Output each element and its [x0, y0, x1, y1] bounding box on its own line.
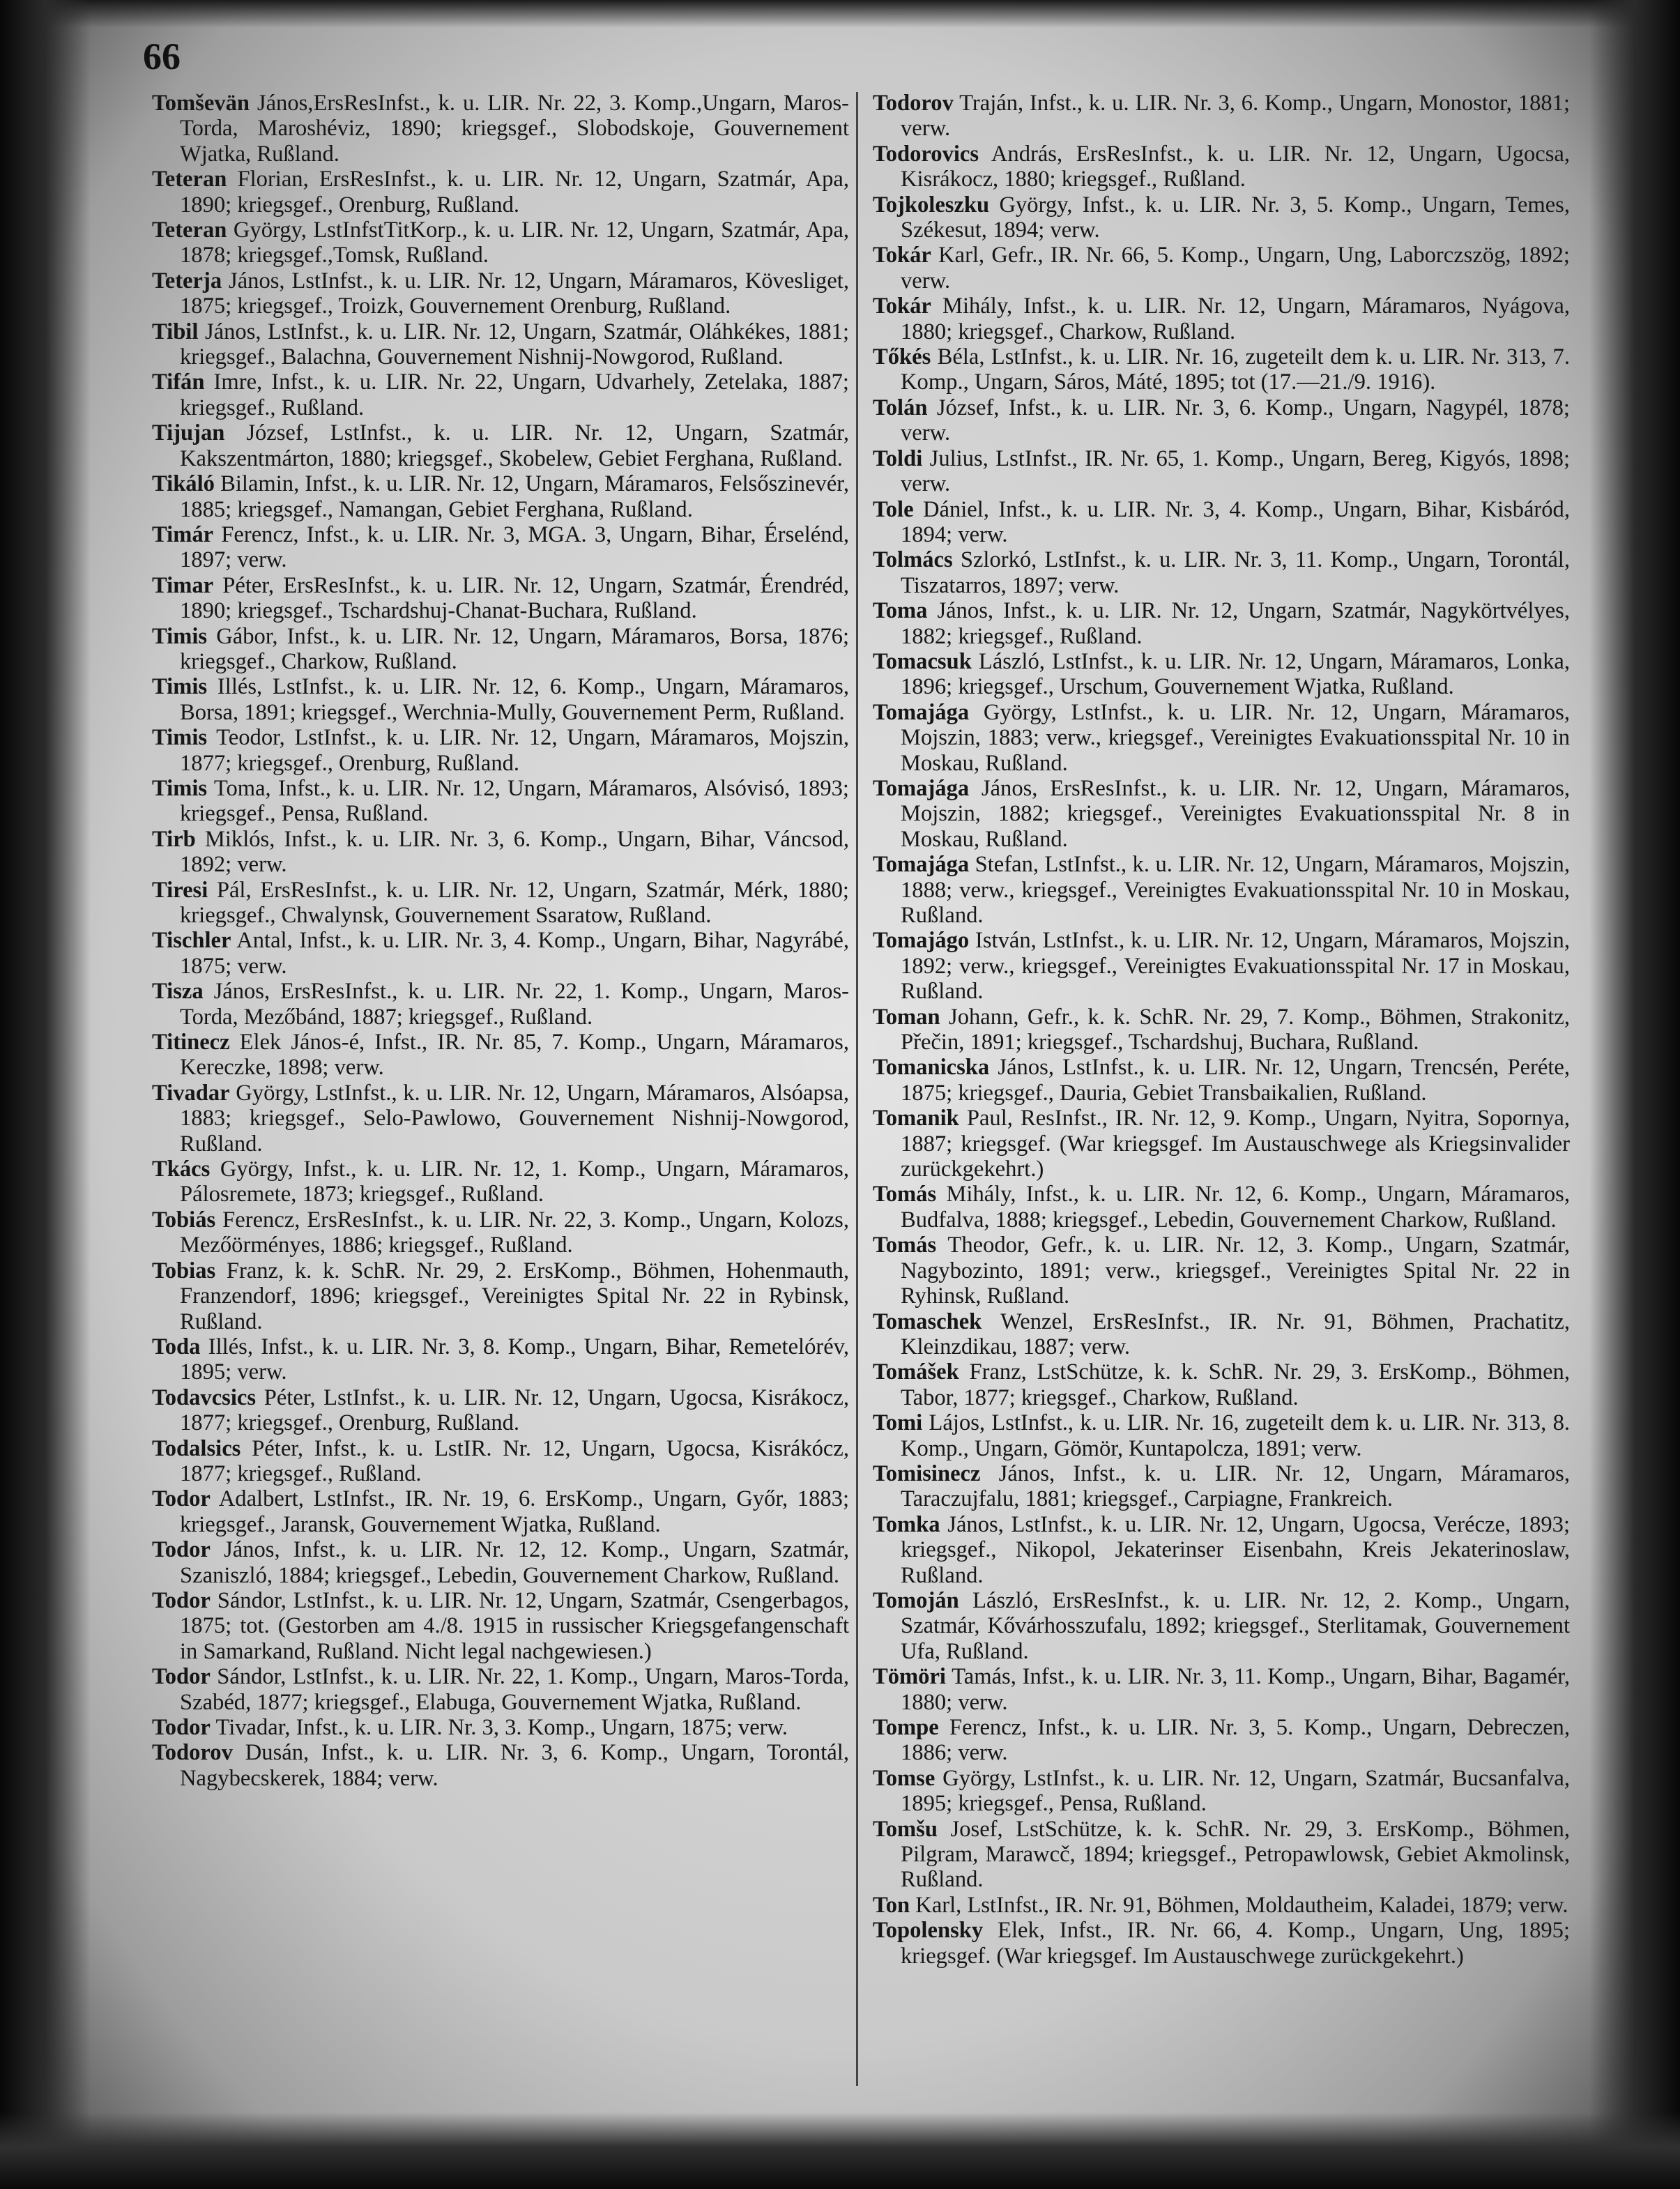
list-item	[152, 91, 849, 167]
list-item	[152, 1537, 849, 1588]
list-item	[152, 776, 849, 827]
list-item	[152, 928, 849, 979]
surname: Timis	[152, 674, 208, 700]
surname: Tomás	[873, 1233, 937, 1258]
surname: Tomajága	[873, 699, 970, 725]
entry-details: János, ErsResInfst., k. u. LIR. Nr. 12, Ungarn, Máramaros, Mojszin, 1882; kriegsgef., Vereinigtes Evakuationsspital Nr. 8 in Moskau, Rußland.	[901, 775, 1570, 852]
entry-details: Imre, Infst., k. u. LIR. Nr. 22, Ungarn, Udvarhely, Zetelaka, 1887; kriegsgef., Rußland.	[180, 369, 849, 420]
surname: Tomka	[873, 1511, 940, 1537]
scan-shadow-top	[0, 0, 1680, 28]
list-item	[873, 1893, 1570, 1918]
list-item	[873, 598, 1570, 649]
entry-details: Dániel, Infst., k. u. LIR. Nr. 3, 4. Komp., Ungarn, Bihar, Kisbáród, 1894; verw.	[901, 496, 1570, 547]
entry-details: Johann, Gefr., k. k. SchR. Nr. 29, 7. Komp., Böhmen, Strakonitz, Přečin, 1891; kriegsgef., Tschardshuj, Buchara, Rußland.	[901, 1004, 1570, 1055]
list-item	[873, 1005, 1570, 1055]
list-item	[152, 1081, 849, 1157]
surname: Todorov	[873, 91, 954, 116]
list-item	[152, 1740, 849, 1791]
list-item	[873, 192, 1570, 243]
list-item	[152, 827, 849, 878]
entry-details: Illés, Infst., k. u. LIR. Nr. 3, 8. Komp., Ungarn, Bihar, Remetelórév, 1895; verw.	[180, 1334, 849, 1385]
list-item	[152, 1157, 849, 1207]
list-item	[873, 395, 1570, 446]
list-item	[873, 344, 1570, 395]
list-item	[152, 1715, 849, 1740]
surname: Tokár	[873, 243, 931, 268]
surname: Tomacsuk	[873, 648, 972, 674]
entry-details: Adalbert, LstInfst., IR. Nr. 19, 6. ErsKomp., Ungarn, Győr, 1883; kriegsgef., Jaransk, Gouvernement Wjatka, Rußland.	[180, 1486, 849, 1537]
surname: Tischler	[152, 928, 231, 954]
list-item	[873, 649, 1570, 700]
entry-details: Lájos, LstInfst., k. u. LIR. Nr. 16, zugeteilt dem k. u. LIR. Nr. 313, 8. Komp., Ungarn, Gömör, Kuntapolcza, 1891; verw.	[901, 1410, 1570, 1461]
entry-details: György, LstInfst., k. u. LIR. Nr. 12, Ungarn, Szatmár, Bucsanfalva, 1895; kriegsgef., Pensa, Rußland.	[901, 1765, 1570, 1817]
surname: Tijujan	[152, 420, 225, 446]
entry-details: Wenzel, ErsResInfst., IR. Nr. 91, Böhmen, Prachatitz, Kleinzdikau, 1887; verw.	[901, 1309, 1570, 1359]
entry-details: András, ErsResInfst., k. u. LIR. Nr. 12, Ungarn, Ugocsa, Kisrákocz, 1880; kriegsgef., Rußland.	[901, 141, 1570, 192]
surname: Toma	[873, 598, 928, 624]
entry-details: Paul, ResInfst., IR. Nr. 12, 9. Komp., Ungarn, Nyitra, Sopornya, 1887; kriegsgef. (War kriegsgef. Im Austauschwege als Kriegsinvalider zurückgekehrt.)	[901, 1106, 1570, 1182]
list-item	[873, 446, 1570, 497]
scan-shadow-bottom	[0, 2112, 1680, 2189]
list-item	[873, 928, 1570, 1004]
surname: Titinecz	[152, 1030, 230, 1055]
list-item	[152, 573, 849, 624]
entry-details: György, Infst., k. u. LIR. Nr. 3, 5. Komp., Ungarn, Temes, Székesut, 1894; verw.	[901, 192, 1570, 243]
entry-details: Franz, LstSchütze, k. k. SchR. Nr. 29, 3. ErsKomp., Böhmen, Tabor, 1877; kriegsgef., Charkow, Rußland.	[901, 1359, 1570, 1410]
list-item	[873, 1918, 1570, 1969]
surname: Timis	[152, 725, 208, 751]
entry-details: Dusán, Infst., k. u. LIR. Nr. 3, 6. Komp., Ungarn, Torontál, Nagybecskerek, 1884; verw.	[180, 1740, 849, 1791]
entry-details: János, LstInfst., k. u. LIR. Nr. 12, Ungarn, Ugocsa, Verécze, 1893; kriegsgef., Nikopol, Jekaterinser Eisenbahn, Kreis Jekaterinoslaw, Rußland.	[901, 1511, 1570, 1588]
list-item	[152, 167, 849, 218]
list-item	[152, 369, 849, 420]
entry-details: József, LstInfst., k. u. LIR. Nr. 12, Ungarn, Szatmár, Kakszentmárton, 1880; kriegsgef., Skobelew, Gebiet Ferghana, Rußland.	[180, 420, 849, 471]
entry-details: Miklós, Infst., k. u. LIR. Nr. 3, 6. Komp., Ungarn, Bihar, Váncsod, 1892; verw.	[180, 826, 849, 878]
entry-details: János, Infst., k. u. LIR. Nr. 12, 12. Komp., Ungarn, Szatmár, Szaniszló, 1884; kriegsgef., Lebedin, Gouvernement Charkow, Rußland.	[180, 1537, 849, 1588]
entry-details: Theodor, Gefr., k. u. LIR. Nr. 12, 3. Komp., Ungarn, Szatmár, Nagybozinto, 1891; verw., kriegsgef., Vereinigtes Spital Nr. 22 in Ryhinsk, Rußland.	[901, 1233, 1570, 1309]
entry-details: László, LstInfst., k. u. LIR. Nr. 12, Ungarn, Máramaros, Lonka, 1896; kriegsgef., Urschum, Gouvernement Wjatka, Rußland.	[901, 648, 1570, 700]
entry-details: Josef, LstSchütze, k. k. SchR. Nr. 29, 3. ErsKomp., Böhmen, Pilgram, Marawcč, 1894; kriegsgef., Petropawlowsk, Gebiet Akmolinsk, Rußland.	[901, 1816, 1570, 1893]
list-item	[873, 1817, 1570, 1893]
surname: Timar	[152, 572, 214, 598]
surname: Todalsics	[152, 1435, 241, 1461]
surname: Tomajága	[873, 775, 970, 801]
surname: Tomse	[873, 1765, 936, 1791]
surname: Tomševän	[152, 91, 250, 116]
list-item	[873, 1588, 1570, 1664]
entry-details: Szlorkó, LstInfst., k. u. LIR. Nr. 3, 11. Komp., Ungarn, Torontál, Tiszatarros, 1897; verw.	[901, 547, 1570, 598]
entry-details: Gábor, Infst., k. u. LIR. Nr. 12, Ungarn, Máramaros, Borsa, 1876; kriegsgef., Charkow, Rußland.	[180, 623, 849, 674]
surname: Todavcsics	[152, 1385, 257, 1410]
list-item	[873, 1359, 1570, 1410]
entry-details: János, LstInfst., k. u. LIR. Nr. 12, Ungarn, Szatmár, Oláhkékes, 1881; kriegsgef., Balachna, Gouvernement Nishnij-Nowgorod, Rußland.	[180, 319, 849, 370]
list-item	[873, 497, 1570, 548]
entry-details: János, Infst., k. u. LIR. Nr. 12, Ungarn, Szatmár, Nagykörtvélyes, 1882; kriegsgef., Rußland.	[901, 598, 1570, 649]
list-item	[152, 878, 849, 929]
list-item	[873, 243, 1570, 293]
list-item	[873, 1715, 1570, 1766]
list-item	[873, 1055, 1570, 1106]
entry-details: Stefan, LstInfst., k. u. LIR. Nr. 12, Ungarn, Máramaros, Mojszin, 1888; verw., kriegsgef., Vereinigtes Evakuationsspital Nr. 10 in Moskau, Rußland.	[901, 852, 1570, 928]
right-column	[873, 91, 1570, 1969]
entry-details: Sándor, LstInfst., k. u. LIR. Nr. 12, Ungarn, Szatmár, Csengerbagos, 1875; tot. (Gestorben am 4./8. 1915 in russischer Kriegsgefangenschaft in Samarkand, Rußland. Nicht legal nachgewiesen.)	[180, 1587, 849, 1664]
entry-details: Sándor, LstInfst., k. u. LIR. Nr. 22, 1. Komp., Ungarn, Maros-Torda, Szabéd, 1877; kriegsgef., Elabuga, Gouvernement Wjatka, Rußland.	[180, 1664, 849, 1715]
list-item	[152, 674, 849, 725]
surname: Teterja	[152, 268, 222, 293]
list-item	[152, 420, 849, 471]
surname: Topolensky	[873, 1918, 984, 1944]
entry-details: József, Infst., k. u. LIR. Nr. 3, 6. Komp., Ungarn, Nagypél, 1878; verw.	[901, 395, 1570, 446]
entry-details: László, ErsResInfst., k. u. LIR. Nr. 12, 2. Komp., Ungarn, Szatmár, Kővárhosszufalu, 1892; kriegsgef., Sterlitamak, Gouvernement Ufa, Rußland.	[901, 1587, 1570, 1664]
list-item	[152, 1030, 849, 1081]
entry-details: Ferencz, Infst., k. u. LIR. Nr. 3, MGA. 3, Ungarn, Bihar, Érselénd, 1897; verw.	[180, 521, 849, 573]
entry-details: Bilamin, Infst., k. u. LIR. Nr. 12, Ungarn, Máramaros, Felsőszinevér, 1885; kriegsgef., Namangan, Gebiet Ferghana, Rußland.	[180, 471, 849, 522]
surname: Tivadar	[152, 1080, 230, 1106]
entry-details: Mihály, Infst., k. u. LIR. Nr. 12, 6. Komp., Ungarn, Máramaros, Budfalva, 1888; kriegsgef., Lebedin, Gouvernement Charkow, Rußland.	[901, 1182, 1570, 1233]
entry-details: János, LstInfst., k. u. LIR. Nr. 12, Ungarn, Trencsén, Peréte, 1875; kriegsgef., Dauria, Gebiet Transbaikalien, Rußland.	[901, 1055, 1570, 1106]
entry-details: Elek János-é, Infst., IR. Nr. 85, 7. Komp., Ungarn, Máramaros, Kereczke, 1898; verw.	[180, 1030, 849, 1081]
entry-details: György, LstInfst., k. u. LIR. Nr. 12, Ungarn, Máramaros, Alsóapsa, 1883; kriegsgef., Selo-Pawlowo, Gouvernement Nishnij-Nowgorod, Rußland.	[180, 1080, 849, 1157]
entry-details: Illés, LstInfst., k. u. LIR. Nr. 12, 6. Komp., Ungarn, Máramaros, Borsa, 1891; kriegsgef., Werchnia-Mully, Gouvernement Perm, Rußland.	[180, 674, 849, 725]
surname: Tibil	[152, 319, 199, 344]
entry-details: Ferencz, ErsResInfst., k. u. LIR. Nr. 22, 3. Komp., Ungarn, Kolozs, Mezőörményes, 1886; kriegsgef., Rußland.	[180, 1207, 849, 1258]
surname: Toldi	[873, 445, 923, 471]
entry-details: Péter, ErsResInfst., k. u. LIR. Nr. 12, Ungarn, Szatmár, Érendréd, 1890; kriegsgef., Tschardshuj-Chanat-Buchara, Rußland.	[180, 572, 849, 624]
list-item	[873, 1410, 1570, 1461]
surname: Todor	[152, 1587, 211, 1613]
entry-details: István, LstInfst., k. u. LIR. Nr. 12, Ungarn, Máramaros, Mojszin, 1892; verw., kriegsgef., Vereinigtes Evakuationsspital Nr. 17 in Moskau, Rußland.	[901, 928, 1570, 1005]
list-item	[873, 1182, 1570, 1233]
surname: Timis	[152, 623, 208, 649]
list-item	[152, 268, 849, 319]
surname: Teteran	[152, 167, 227, 192]
surname: Tomajága	[873, 852, 970, 878]
list-item	[152, 624, 849, 675]
surname: Tikáló	[152, 471, 215, 497]
surname: Todor	[152, 1664, 211, 1690]
page-number: 66	[143, 36, 181, 77]
entry-details: Toma, Infst., k. u. LIR. Nr. 12, Ungarn, Máramaros, Alsóvisó, 1893; kriegsgef., Pensa, Rußland.	[180, 775, 849, 827]
surname: Tobiás	[152, 1207, 216, 1233]
surname: Tifán	[152, 369, 205, 395]
entry-details: János, Infst., k. u. LIR. Nr. 12, Ungarn, Máramaros, Taraczujfalu, 1881; kriegsgef., Carpiagne, Frankreich.	[901, 1460, 1570, 1512]
list-item	[873, 852, 1570, 928]
surname: Tobias	[152, 1258, 216, 1283]
entry-details: György, Infst., k. u. LIR. Nr. 12, 1. Komp., Ungarn, Máramaros, Pálosremete, 1873; kriegsgef., Rußland.	[180, 1157, 849, 1207]
surname: Tomšu	[873, 1816, 938, 1842]
list-item	[152, 1207, 849, 1258]
column-divider	[856, 92, 858, 2086]
entry-details: Péter, Infst., k. u. LstIR. Nr. 12, Ungarn, Ugocsa, Kisrákócz, 1877; kriegsgef., Rußland.	[180, 1435, 849, 1486]
surname: Ton	[873, 1892, 910, 1918]
list-item	[873, 776, 1570, 852]
surname: Tojkoleszku	[873, 192, 990, 218]
entry-details: Julius, LstInfst., IR. Nr. 65, 1. Komp., Ungarn, Bereg, Kigyós, 1898; verw.	[901, 445, 1570, 497]
entry-details: György, LstInfst., k. u. LIR. Nr. 12, Ungarn, Máramaros, Mojszin, 1883; verw., kriegsgef., Vereinigtes Evakuationsspital Nr. 10 in Moskau, Rußland.	[901, 699, 1570, 776]
surname: Tömöri	[873, 1664, 946, 1690]
entry-details: Antal, Infst., k. u. LIR. Nr. 3, 4. Komp., Ungarn, Bihar, Nagyrábé, 1875; verw.	[180, 928, 849, 979]
surname: Tomisinecz	[873, 1460, 981, 1486]
surname: Tomoján	[873, 1587, 959, 1613]
surname: Tokár	[873, 293, 931, 319]
list-item	[152, 319, 849, 370]
surname: Todor	[152, 1537, 211, 1563]
list-item	[873, 1766, 1570, 1817]
entry-details: Traján, Infst., k. u. LIR. Nr. 3, 6. Komp., Ungarn, Monostor, 1881; verw.	[901, 91, 1570, 142]
list-item	[152, 1258, 849, 1334]
surname: Tomanik	[873, 1106, 959, 1131]
entry-details: Ferencz, Infst., k. u. LIR. Nr. 3, 5. Komp., Ungarn, Debreczen, 1886; verw.	[901, 1715, 1570, 1766]
surname: Tole	[873, 496, 914, 522]
surname: Tomanicska	[873, 1055, 990, 1081]
entry-details: Béla, LstInfst., k. u. LIR. Nr. 16, zugeteilt dem k. u. LIR. Nr. 313, 7. Komp., Ungarn, Sáros, Máté, 1895; tot (17.—21./9. 1916).	[901, 344, 1570, 395]
surname: Todorov	[152, 1740, 233, 1766]
surname: Tolán	[873, 395, 928, 420]
list-item	[873, 1106, 1570, 1182]
surname: Tkács	[152, 1157, 211, 1182]
entry-details: György, LstInfstTitKorp., k. u. LIR. Nr. 12, Ungarn, Szatmár, Apa, 1878; kriegsgef.,Tomsk, Rußland.	[180, 218, 849, 268]
surname: Tisza	[152, 979, 204, 1005]
entry-details: János, ErsResInfst., k. u. LIR. Nr. 22, 1. Komp., Ungarn, Maros-Torda, Mezőbánd, 1887; kriegsgef., Rußland.	[180, 979, 849, 1030]
list-item	[873, 1512, 1570, 1588]
surname: Tőkés	[873, 344, 931, 370]
list-item	[873, 1309, 1570, 1360]
list-item	[873, 1233, 1570, 1309]
entry-details: Pál, ErsResInfst., k. u. LIR. Nr. 12, Ungarn, Szatmár, Mérk, 1880; kriegsgef., Chwalynsk, Gouvernement Ssaratow, Rußland.	[180, 877, 849, 928]
list-item	[152, 471, 849, 522]
surname: Tolmács	[873, 547, 953, 573]
surname: Toda	[152, 1334, 201, 1359]
entry-details: Karl, LstInfst., IR. Nr. 91, Böhmen, Moldautheim, Kaladei, 1879; verw.	[910, 1892, 1568, 1918]
entry-details: Tamás, Infst., k. u. LIR. Nr. 3, 11. Komp., Ungarn, Bihar, Bagamér, 1880; verw.	[901, 1664, 1570, 1715]
surname: Toman	[873, 1004, 940, 1030]
surname: Teteran	[152, 218, 227, 243]
list-item	[152, 218, 849, 268]
list-item	[873, 700, 1570, 776]
list-item	[152, 979, 849, 1030]
surname: Tomi	[873, 1410, 923, 1436]
entry-details: János, LstInfst., k. u. LIR. Nr. 12, Ungarn, Máramaros, Kövesliget, 1875; kriegsgef., Troizk, Gouvernement Orenburg, Rußland.	[180, 268, 849, 319]
entry-details: Péter, LstInfst., k. u. LIR. Nr. 12, Ungarn, Ugocsa, Kisrákocz, 1877; kriegsgef., Orenburg, Rußland.	[180, 1385, 849, 1436]
entry-details: János,ErsResInfst., k. u. LIR. Nr. 22, 3. Komp.,Ungarn, Maros-Torda, Maroshéviz, 1890; kriegsgef., Slobodskoje, Gouvernement Wjatka, Rußland.	[180, 91, 849, 167]
list-item	[152, 1664, 849, 1715]
left-column	[152, 91, 849, 1791]
entry-details: Mihály, Infst., k. u. LIR. Nr. 12, Ungarn, Máramaros, Nyágova, 1880; kriegsgef., Charkow, Rußland.	[901, 293, 1570, 344]
surname: Timis	[152, 775, 208, 801]
list-item	[873, 142, 1570, 192]
entry-details: Franz, k. k. SchR. Nr. 29, 2. ErsKomp., Böhmen, Hohenmauth, Franzendorf, 1896; kriegsgef., Vereinigtes Spital Nr. 22 in Rybinsk, Rußland.	[180, 1258, 849, 1334]
surname: Todor	[152, 1715, 211, 1740]
list-item	[152, 1486, 849, 1537]
list-item	[152, 1436, 849, 1487]
list-item	[873, 547, 1570, 598]
surname: Tirb	[152, 826, 196, 852]
list-item	[873, 91, 1570, 142]
scan-shadow-right	[1589, 0, 1680, 2189]
list-item	[873, 1664, 1570, 1715]
surname: Tomaschek	[873, 1309, 982, 1334]
surname: Timár	[152, 521, 214, 547]
surname: Todor	[152, 1486, 211, 1512]
surname: Todorovics	[873, 141, 979, 167]
surname: Tompe	[873, 1715, 939, 1740]
list-item	[152, 725, 849, 776]
surname: Tiresi	[152, 877, 208, 903]
surname: Tomajágo	[873, 928, 970, 954]
entry-details: Elek, Infst., IR. Nr. 66, 4. Komp., Ungarn, Ung, 1895; kriegsgef. (War kriegsgef. Im Austauschwege zurückgekehrt.)	[901, 1918, 1570, 1969]
list-item	[873, 293, 1570, 344]
scan-shadow-left	[0, 0, 91, 2189]
list-item	[152, 522, 849, 573]
surname: Tomášek	[873, 1359, 959, 1385]
entry-details: Florian, ErsResInfst., k. u. LIR. Nr. 12, Ungarn, Szatmár, Apa, 1890; kriegsgef., Orenburg, Rußland.	[180, 167, 849, 218]
entry-details: Karl, Gefr., IR. Nr. 66, 5. Komp., Ungarn, Ung, Laborczszög, 1892; verw.	[901, 243, 1570, 293]
entry-details: Teodor, LstInfst., k. u. LIR. Nr. 12, Ungarn, Máramaros, Mojszin, 1877; kriegsgef., Orenburg, Rußland.	[180, 725, 849, 776]
entry-details: Tivadar, Infst., k. u. LIR. Nr. 3, 3. Komp., Ungarn, 1875; verw.	[210, 1715, 788, 1740]
list-item	[152, 1334, 849, 1385]
list-item	[873, 1461, 1570, 1512]
surname: Tomás	[873, 1182, 937, 1207]
list-item	[152, 1385, 849, 1436]
list-item	[152, 1588, 849, 1664]
